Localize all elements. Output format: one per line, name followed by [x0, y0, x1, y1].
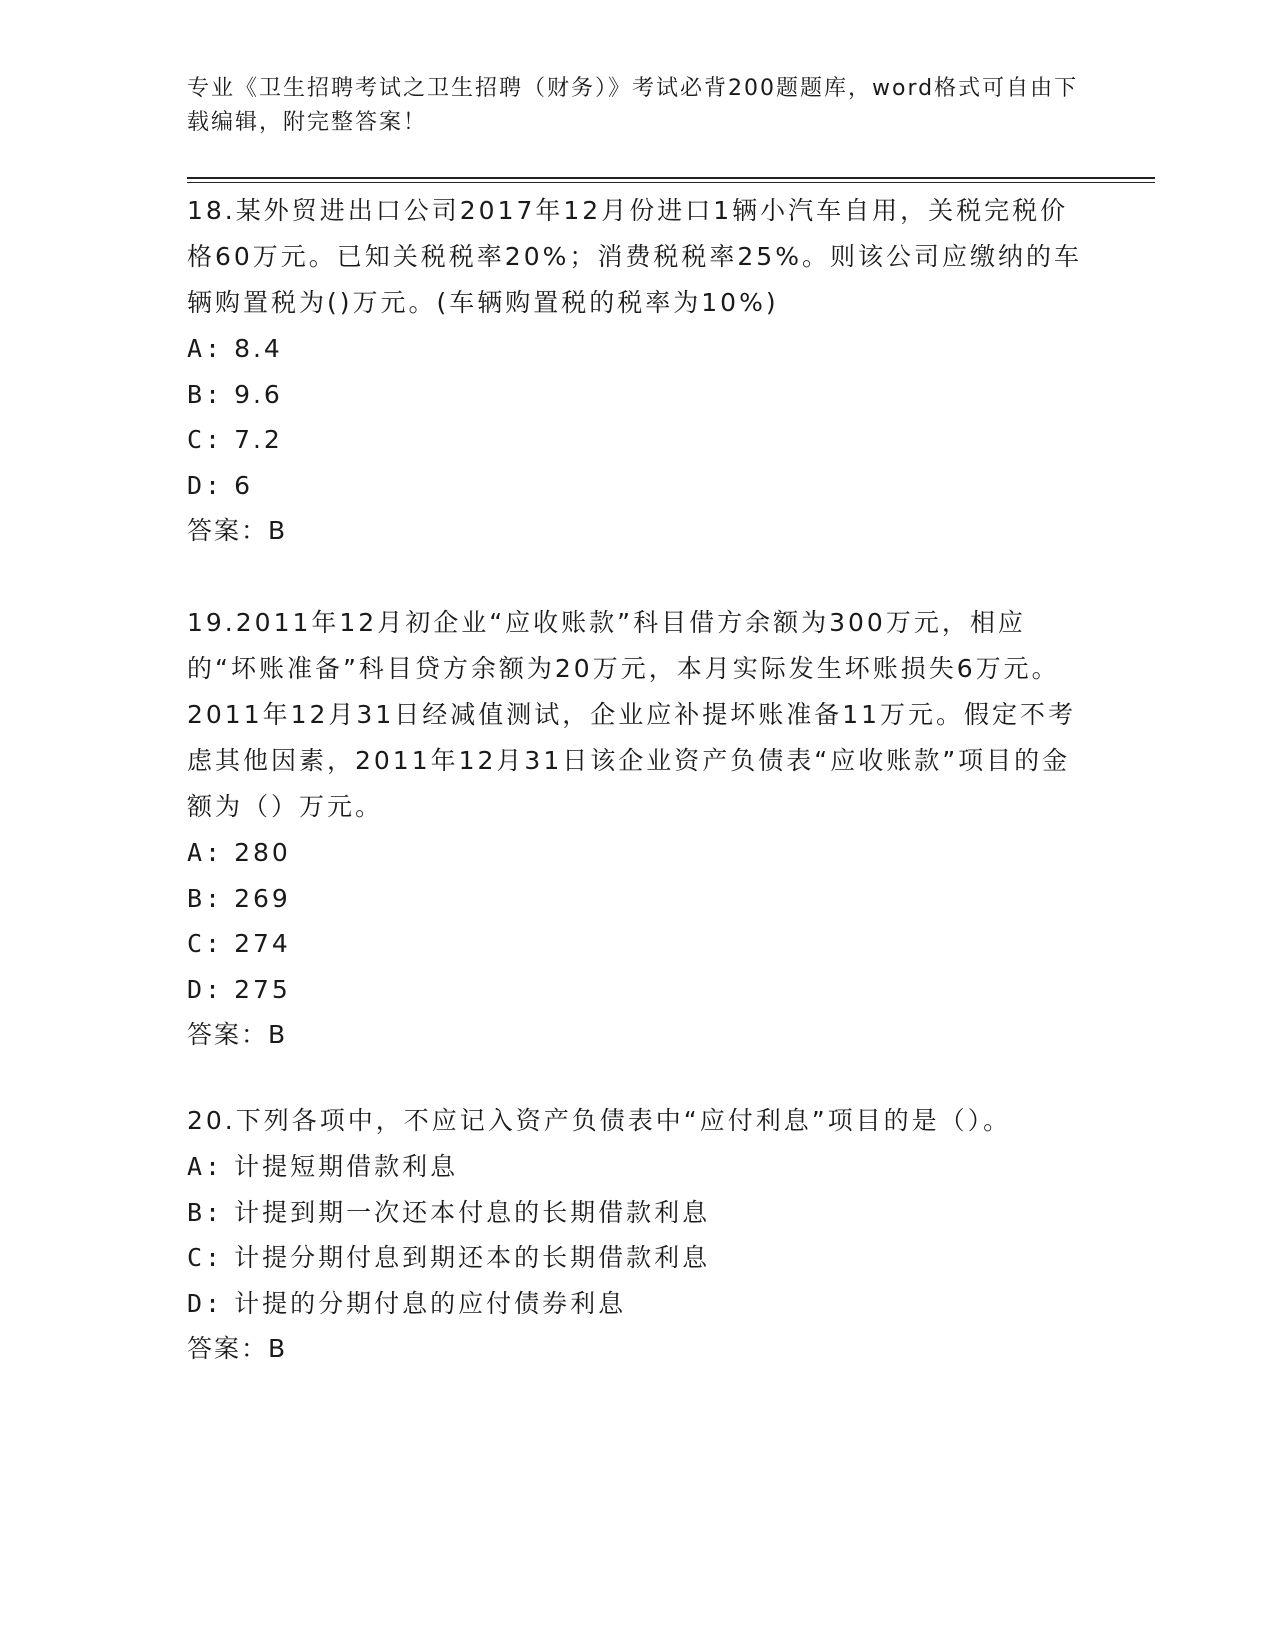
answer-line: 答案：B	[187, 1020, 288, 1049]
option-d	[187, 463, 1087, 509]
question-stem: 18.某外贸进出口公司2017年12月份进口1辆小汽车自用，关税完税价格60万元。已知关税税率20%；消费税税率25%。则该公司应缴纳的车辆购置税为()万元。(车辆购置税的税率为10%)	[187, 196, 1082, 317]
option-letter: B:	[187, 379, 224, 409]
option-letter: B:	[187, 1197, 224, 1227]
question-20	[187, 1098, 1087, 1372]
option-c	[187, 417, 1087, 463]
option-d	[187, 1281, 1087, 1327]
answer-line: 答案：B	[187, 1334, 288, 1363]
option-letter: A:	[187, 1152, 224, 1181]
option-letter: B:	[187, 883, 224, 913]
option-text: 280	[234, 838, 291, 867]
option-a	[187, 830, 1087, 876]
option-letter: D:	[187, 470, 224, 500]
option-letter: A:	[187, 838, 224, 867]
option-b	[187, 372, 1087, 418]
option-a	[187, 1144, 1087, 1190]
header-divider-thin	[187, 182, 1155, 183]
option-d	[187, 967, 1087, 1013]
option-letter: C:	[187, 929, 224, 958]
option-text: 9.6	[234, 379, 283, 409]
option-letter: D:	[187, 974, 224, 1004]
option-text: 269	[234, 883, 291, 913]
header-divider-thick	[187, 177, 1155, 179]
question-stem: 19.2011年12月初企业“应收账款”科目借方余额为300万元，相应的“坏账准备”科目贷方余额为20万元，本月实际发生坏账损失6万元。2011年12月31日经减值测试，企业应补提坏账准备11万元。假定不考虑其他因素，2011年12月31日该企业资产负债表“应收账款”项目的金额为（）万元。	[187, 608, 1077, 821]
option-letter: D:	[187, 1288, 224, 1318]
question-stem: 20.下列各项中，不应记入资产负债表中“应付利息”项目的是（）。	[187, 1106, 1012, 1135]
question-19	[187, 600, 1087, 1058]
option-b	[187, 1190, 1087, 1236]
option-text: 275	[234, 974, 291, 1004]
option-letter: A:	[187, 334, 224, 363]
option-c	[187, 1235, 1087, 1281]
option-letter: C:	[187, 425, 224, 454]
option-text: 计提分期付息到期还本的长期借款利息	[234, 1243, 711, 1272]
answer-line: 答案：B	[187, 516, 288, 545]
option-text: 6	[234, 470, 253, 500]
option-text: 274	[234, 929, 291, 958]
document-header: 专业《卫生招聘考试之卫生招聘（财务）》考试必背200题题库，word格式可自由下载编辑，附完整答案！	[187, 76, 1079, 135]
option-a	[187, 326, 1087, 372]
option-text: 8.4	[234, 334, 283, 363]
option-text: 7.2	[234, 425, 283, 454]
option-text: 计提到期一次还本付息的长期借款利息	[234, 1197, 711, 1227]
question-18	[187, 188, 1087, 554]
option-text: 计提短期借款利息	[234, 1152, 459, 1181]
option-b	[187, 876, 1087, 922]
option-letter: C:	[187, 1243, 224, 1272]
option-c	[187, 921, 1087, 967]
option-text: 计提的分期付息的应付债券利息	[234, 1288, 627, 1318]
